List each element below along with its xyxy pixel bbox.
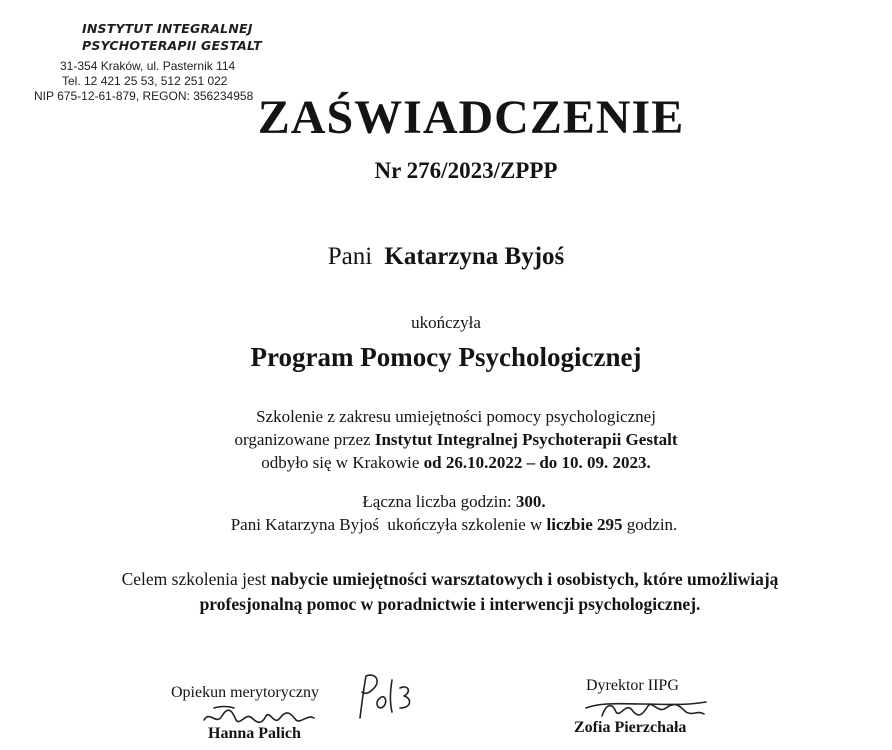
hours-total-value: 300.	[515, 492, 546, 511]
details-line3	[20, 451, 892, 474]
recipient-line	[0, 243, 892, 271]
training-details	[0, 405, 892, 474]
right-signatory-role: Dyrektor IIPG	[586, 677, 679, 694]
recipient-name: Katarzyna Byjoś	[384, 243, 565, 270]
right-handwritten-signature	[582, 694, 712, 720]
training-goal	[0, 567, 892, 617]
details-institute: Instytut Integralnej Psychoterapii Gestalt	[374, 430, 678, 449]
completion-verb: ukończyła	[411, 313, 481, 332]
stamp-phone: Tel. 12 421 25 53, 512 251 022	[62, 74, 228, 88]
stamp-institute-name-line1: INSTYTUT INTEGRALNEJ	[82, 21, 253, 36]
goal-line2: profesjonalną pomoc w poradnictwie i interwencji psychologicznej.	[199, 594, 701, 614]
hours-total	[16, 490, 892, 513]
hours-completed-suffix: godzin.	[622, 515, 678, 534]
details-dates: od 26.10.2022 – do 10. 09. 2023.	[423, 453, 651, 472]
goal-prefix: Celem szkolenia jest	[121, 569, 271, 589]
details-line1: Szkolenie z zakresu umiejętności pomocy psychologicznej	[256, 407, 656, 426]
goal-line1	[8, 567, 892, 592]
left-signatory-name: Hanna Palich	[208, 725, 301, 742]
right-signatory-name: Zofia Pierzchała	[574, 719, 687, 736]
certificate-number: Nr 276/2023/ZPPP	[374, 158, 558, 183]
stamp-tax-ids: NIP 675-12-61-879, REGON: 356234958	[34, 89, 254, 103]
details-line2	[20, 428, 892, 451]
details-line3-prefix: odbyło się w Krakowie	[261, 453, 424, 472]
training-hours	[0, 490, 892, 536]
stamp-address: 31-354 Kraków, ul. Pasternik 114	[60, 59, 236, 73]
hours-completed-value: liczbie 295	[546, 515, 623, 534]
certificate-title: ZAŚWIADCZENIE	[257, 91, 685, 144]
hours-completed	[16, 513, 892, 536]
stamp-institute-name-line2: PSYCHOTERAPII GESTALT	[82, 38, 262, 53]
hours-completed-prefix: Pani Katarzyna Byjoś ukończyła szkolenie w	[230, 515, 547, 534]
hours-total-label: Łączna liczba godzin:	[362, 492, 516, 511]
left-initials-signature	[350, 668, 420, 724]
program-name: Program Pomocy Psychologicznej	[250, 342, 642, 372]
details-line2-prefix: organizowane przez	[234, 430, 375, 449]
recipient-salutation: Pani	[327, 243, 373, 270]
left-signatory-role: Opiekun merytoryczny	[171, 684, 319, 701]
goal-line1-bold: nabycie umiejętności warsztatowych i osobistych, które umożliwiają	[270, 569, 779, 589]
